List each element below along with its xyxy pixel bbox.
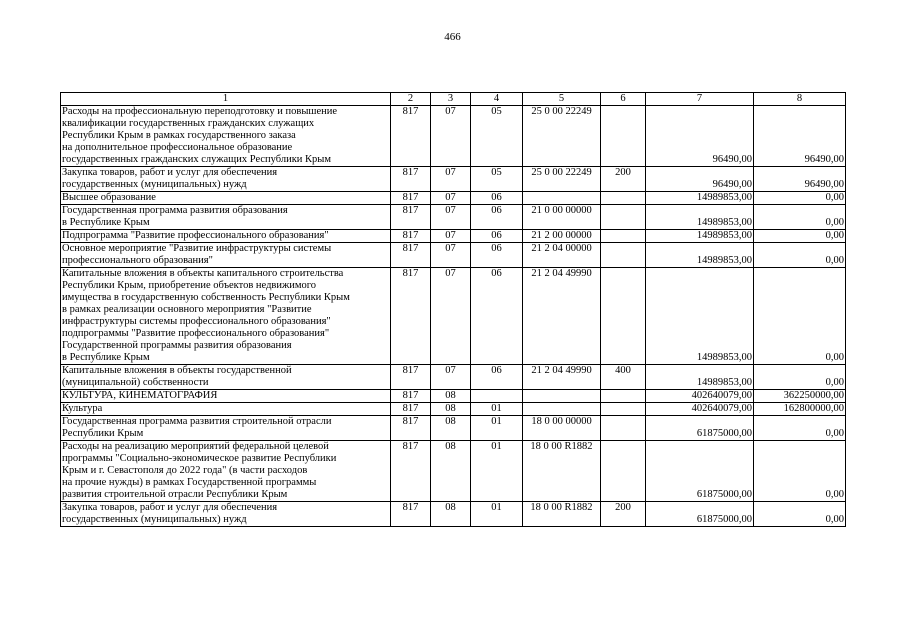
amount-col8-cell: 0,00 (754, 365, 846, 390)
header-row (61, 93, 846, 106)
budget-table (60, 92, 846, 527)
row-name-line: подпрограммы "Развитие профессионального образования" (62, 328, 330, 339)
table-row (61, 390, 846, 403)
subsection-code-cell: 06 (471, 205, 523, 230)
row-name-line: Высшее образование (62, 192, 156, 203)
subsection-code-cell: 06 (471, 268, 523, 365)
amount-col8-cell: 0,00 (754, 230, 846, 243)
row-name-line: программы "Социально-экономическое развитие Республики (62, 453, 337, 464)
amount-col8-cell: 0,00 (754, 441, 846, 502)
row-name-line: в Республике Крым (62, 217, 150, 228)
amount-col8-cell: 362250000,00 (754, 390, 846, 403)
header-cell-7: 7 (646, 93, 754, 106)
amount-col7-cell: 14989853,00 (646, 243, 754, 268)
row-name-cell (61, 365, 391, 390)
section-code-cell: 08 (431, 441, 471, 502)
row-name-line: квалификации государственных гражданских служащих (62, 118, 315, 129)
expense-type-cell (601, 441, 646, 502)
header-cell-3: 3 (431, 93, 471, 106)
row-name-cell (61, 167, 391, 192)
admin-code-cell: 817 (391, 441, 431, 502)
target-item-cell: 18 0 00 R1882 (523, 441, 601, 502)
row-name-cell (61, 441, 391, 502)
row-name-line: Основное мероприятие "Развитие инфраструктуры системы (62, 243, 332, 254)
target-item-cell: 18 0 00 00000 (523, 416, 601, 441)
amount-col8-cell: 0,00 (754, 192, 846, 205)
admin-code-cell: 817 (391, 167, 431, 192)
subsection-code-cell: 05 (471, 106, 523, 167)
admin-code-cell: 817 (391, 403, 431, 416)
admin-code-cell: 817 (391, 416, 431, 441)
amount-col7-cell: 14989853,00 (646, 205, 754, 230)
row-name-line: на дополнительное профессиональное образование (62, 142, 293, 153)
header-cell-4: 4 (471, 93, 523, 106)
table-row (61, 416, 846, 441)
row-name-line: имущества в государственную собственность Республики Крым (62, 292, 350, 303)
page-number: 466 (444, 31, 461, 43)
row-name-line: Культура (62, 403, 103, 414)
section-code-cell: 07 (431, 205, 471, 230)
table-row (61, 403, 846, 416)
amount-col7-cell: 96490,00 (646, 106, 754, 167)
section-code-cell: 07 (431, 268, 471, 365)
section-code-cell: 07 (431, 106, 471, 167)
subsection-code-cell: 06 (471, 192, 523, 205)
amount-col7-cell: 14989853,00 (646, 192, 754, 205)
section-code-cell: 07 (431, 230, 471, 243)
amount-col7-cell: 61875000,00 (646, 416, 754, 441)
row-name-cell (61, 403, 391, 416)
amount-col8-cell: 96490,00 (754, 167, 846, 192)
admin-code-cell: 817 (391, 365, 431, 390)
expense-type-cell: 200 (601, 502, 646, 527)
header-cell-2: 2 (391, 93, 431, 106)
amount-col7-cell: 61875000,00 (646, 502, 754, 527)
admin-code-cell: 817 (391, 502, 431, 527)
subsection-code-cell (471, 390, 523, 403)
row-name-line: развития строительной отрасли Республики Крым (62, 489, 288, 500)
expense-type-cell (601, 243, 646, 268)
expense-type-cell (601, 192, 646, 205)
row-name-cell (61, 106, 391, 167)
expense-type-cell (601, 390, 646, 403)
amount-col7-cell: 402640079,00 (646, 403, 754, 416)
row-name-line: государственных гражданских служащих Республики Крым (62, 154, 332, 165)
row-name-line: государственных (муниципальных) нужд (62, 514, 247, 525)
section-code-cell: 08 (431, 403, 471, 416)
row-name-line: Крым и г. Севастополя до 2022 года" (в части расходов (62, 465, 308, 476)
subsection-code-cell: 01 (471, 403, 523, 416)
row-name-line: Закупка товаров, работ и услуг для обеспечения (62, 167, 278, 178)
subsection-code-cell: 01 (471, 416, 523, 441)
row-name-cell (61, 502, 391, 527)
target-item-cell (523, 390, 601, 403)
target-item-cell: 18 0 00 R1882 (523, 502, 601, 527)
row-name-line: в рамках реализации основного мероприятия "Развитие (62, 304, 312, 315)
table-row (61, 268, 846, 365)
target-item-cell: 21 2 04 00000 (523, 243, 601, 268)
table-row (61, 167, 846, 192)
admin-code-cell: 817 (391, 243, 431, 268)
amount-col8-cell: 0,00 (754, 243, 846, 268)
table-row (61, 205, 846, 230)
target-item-cell: 25 0 00 22249 (523, 106, 601, 167)
row-name-cell (61, 192, 391, 205)
row-name-line: государственных (муниципальных) нужд (62, 179, 247, 190)
row-name-cell (61, 390, 391, 403)
header-cell-8: 8 (754, 93, 846, 106)
target-item-cell (523, 192, 601, 205)
subsection-code-cell: 06 (471, 243, 523, 268)
header-cell-6: 6 (601, 93, 646, 106)
section-code-cell: 08 (431, 390, 471, 403)
target-item-cell: 21 2 04 49990 (523, 365, 601, 390)
table-row (61, 365, 846, 390)
admin-code-cell: 817 (391, 192, 431, 205)
target-item-cell (523, 403, 601, 416)
amount-col8-cell: 0,00 (754, 502, 846, 527)
row-name-line: Государственная программа развития строительной отрасли (62, 416, 332, 427)
table-row (61, 502, 846, 527)
expense-type-cell: 400 (601, 365, 646, 390)
row-name-cell (61, 416, 391, 441)
row-name-line: Государственной программы развития образования (62, 340, 292, 351)
header-cell-1: 1 (61, 93, 391, 106)
table-body (61, 93, 846, 527)
section-code-cell: 07 (431, 167, 471, 192)
subsection-code-cell: 06 (471, 230, 523, 243)
row-name-line: Республики Крым (62, 428, 144, 439)
subsection-code-cell: 05 (471, 167, 523, 192)
row-name-line: (муниципальной) собственности (62, 377, 209, 388)
amount-col7-cell: 402640079,00 (646, 390, 754, 403)
row-name-line: Расходы на реализацию мероприятий федеральной целевой (62, 441, 329, 452)
expense-type-cell (601, 205, 646, 230)
expense-type-cell: 200 (601, 167, 646, 192)
row-name-line: в Республике Крым (62, 352, 150, 363)
row-name-cell (61, 230, 391, 243)
table-row (61, 106, 846, 167)
section-code-cell: 07 (431, 192, 471, 205)
target-item-cell: 21 0 00 00000 (523, 205, 601, 230)
admin-code-cell: 817 (391, 106, 431, 167)
admin-code-cell: 817 (391, 390, 431, 403)
subsection-code-cell: 01 (471, 441, 523, 502)
row-name-line: Государственная программа развития образования (62, 205, 288, 216)
row-name-cell (61, 268, 391, 365)
subsection-code-cell: 01 (471, 502, 523, 527)
target-item-cell: 25 0 00 22249 (523, 167, 601, 192)
row-name-line: Республики Крым, приобретение объектов недвижимого (62, 280, 317, 291)
admin-code-cell: 817 (391, 268, 431, 365)
expense-type-cell (601, 268, 646, 365)
row-name-line: Подпрограмма "Развитие профессионального образования" (62, 230, 329, 241)
amount-col8-cell: 0,00 (754, 416, 846, 441)
row-name-line: на прочие нужды) в рамках Государственной программы (62, 477, 317, 488)
admin-code-cell: 817 (391, 230, 431, 243)
amount-col7-cell: 14989853,00 (646, 365, 754, 390)
amount-col7-cell: 61875000,00 (646, 441, 754, 502)
row-name-line: Закупка товаров, работ и услуг для обеспечения (62, 502, 278, 513)
admin-code-cell: 817 (391, 205, 431, 230)
row-name-cell (61, 205, 391, 230)
expense-type-cell (601, 403, 646, 416)
amount-col7-cell: 96490,00 (646, 167, 754, 192)
row-name-line: профессионального образования" (62, 255, 213, 266)
row-name-cell (61, 243, 391, 268)
target-item-cell: 21 2 04 49990 (523, 268, 601, 365)
section-code-cell: 08 (431, 502, 471, 527)
section-code-cell: 07 (431, 365, 471, 390)
table-row (61, 243, 846, 268)
amount-col8-cell: 0,00 (754, 205, 846, 230)
table-row (61, 230, 846, 243)
row-name-line: инфраструктуры системы профессионального образования" (62, 316, 331, 327)
row-name-line: Капитальные вложения в объекты капитального строительства (62, 268, 344, 279)
target-item-cell: 21 2 00 00000 (523, 230, 601, 243)
expense-type-cell (601, 230, 646, 243)
expense-type-cell (601, 106, 646, 167)
row-name-line: КУЛЬТУРА, КИНЕМАТОГРАФИЯ (62, 390, 218, 401)
row-name-line: Республики Крым в рамках государственного заказа (62, 130, 296, 141)
table-row (61, 192, 846, 205)
amount-col7-cell: 14989853,00 (646, 230, 754, 243)
row-name-line: Расходы на профессиональную переподготовку и повышение (62, 106, 338, 117)
amount-col7-cell: 14989853,00 (646, 268, 754, 365)
header-cell-5: 5 (523, 93, 601, 106)
subsection-code-cell: 06 (471, 365, 523, 390)
amount-col8-cell: 0,00 (754, 268, 846, 365)
row-name-line: Капитальные вложения в объекты государственной (62, 365, 292, 376)
table-row (61, 441, 846, 502)
section-code-cell: 07 (431, 243, 471, 268)
expense-type-cell (601, 416, 646, 441)
amount-col8-cell: 96490,00 (754, 106, 846, 167)
section-code-cell: 08 (431, 416, 471, 441)
amount-col8-cell: 162800000,00 (754, 403, 846, 416)
